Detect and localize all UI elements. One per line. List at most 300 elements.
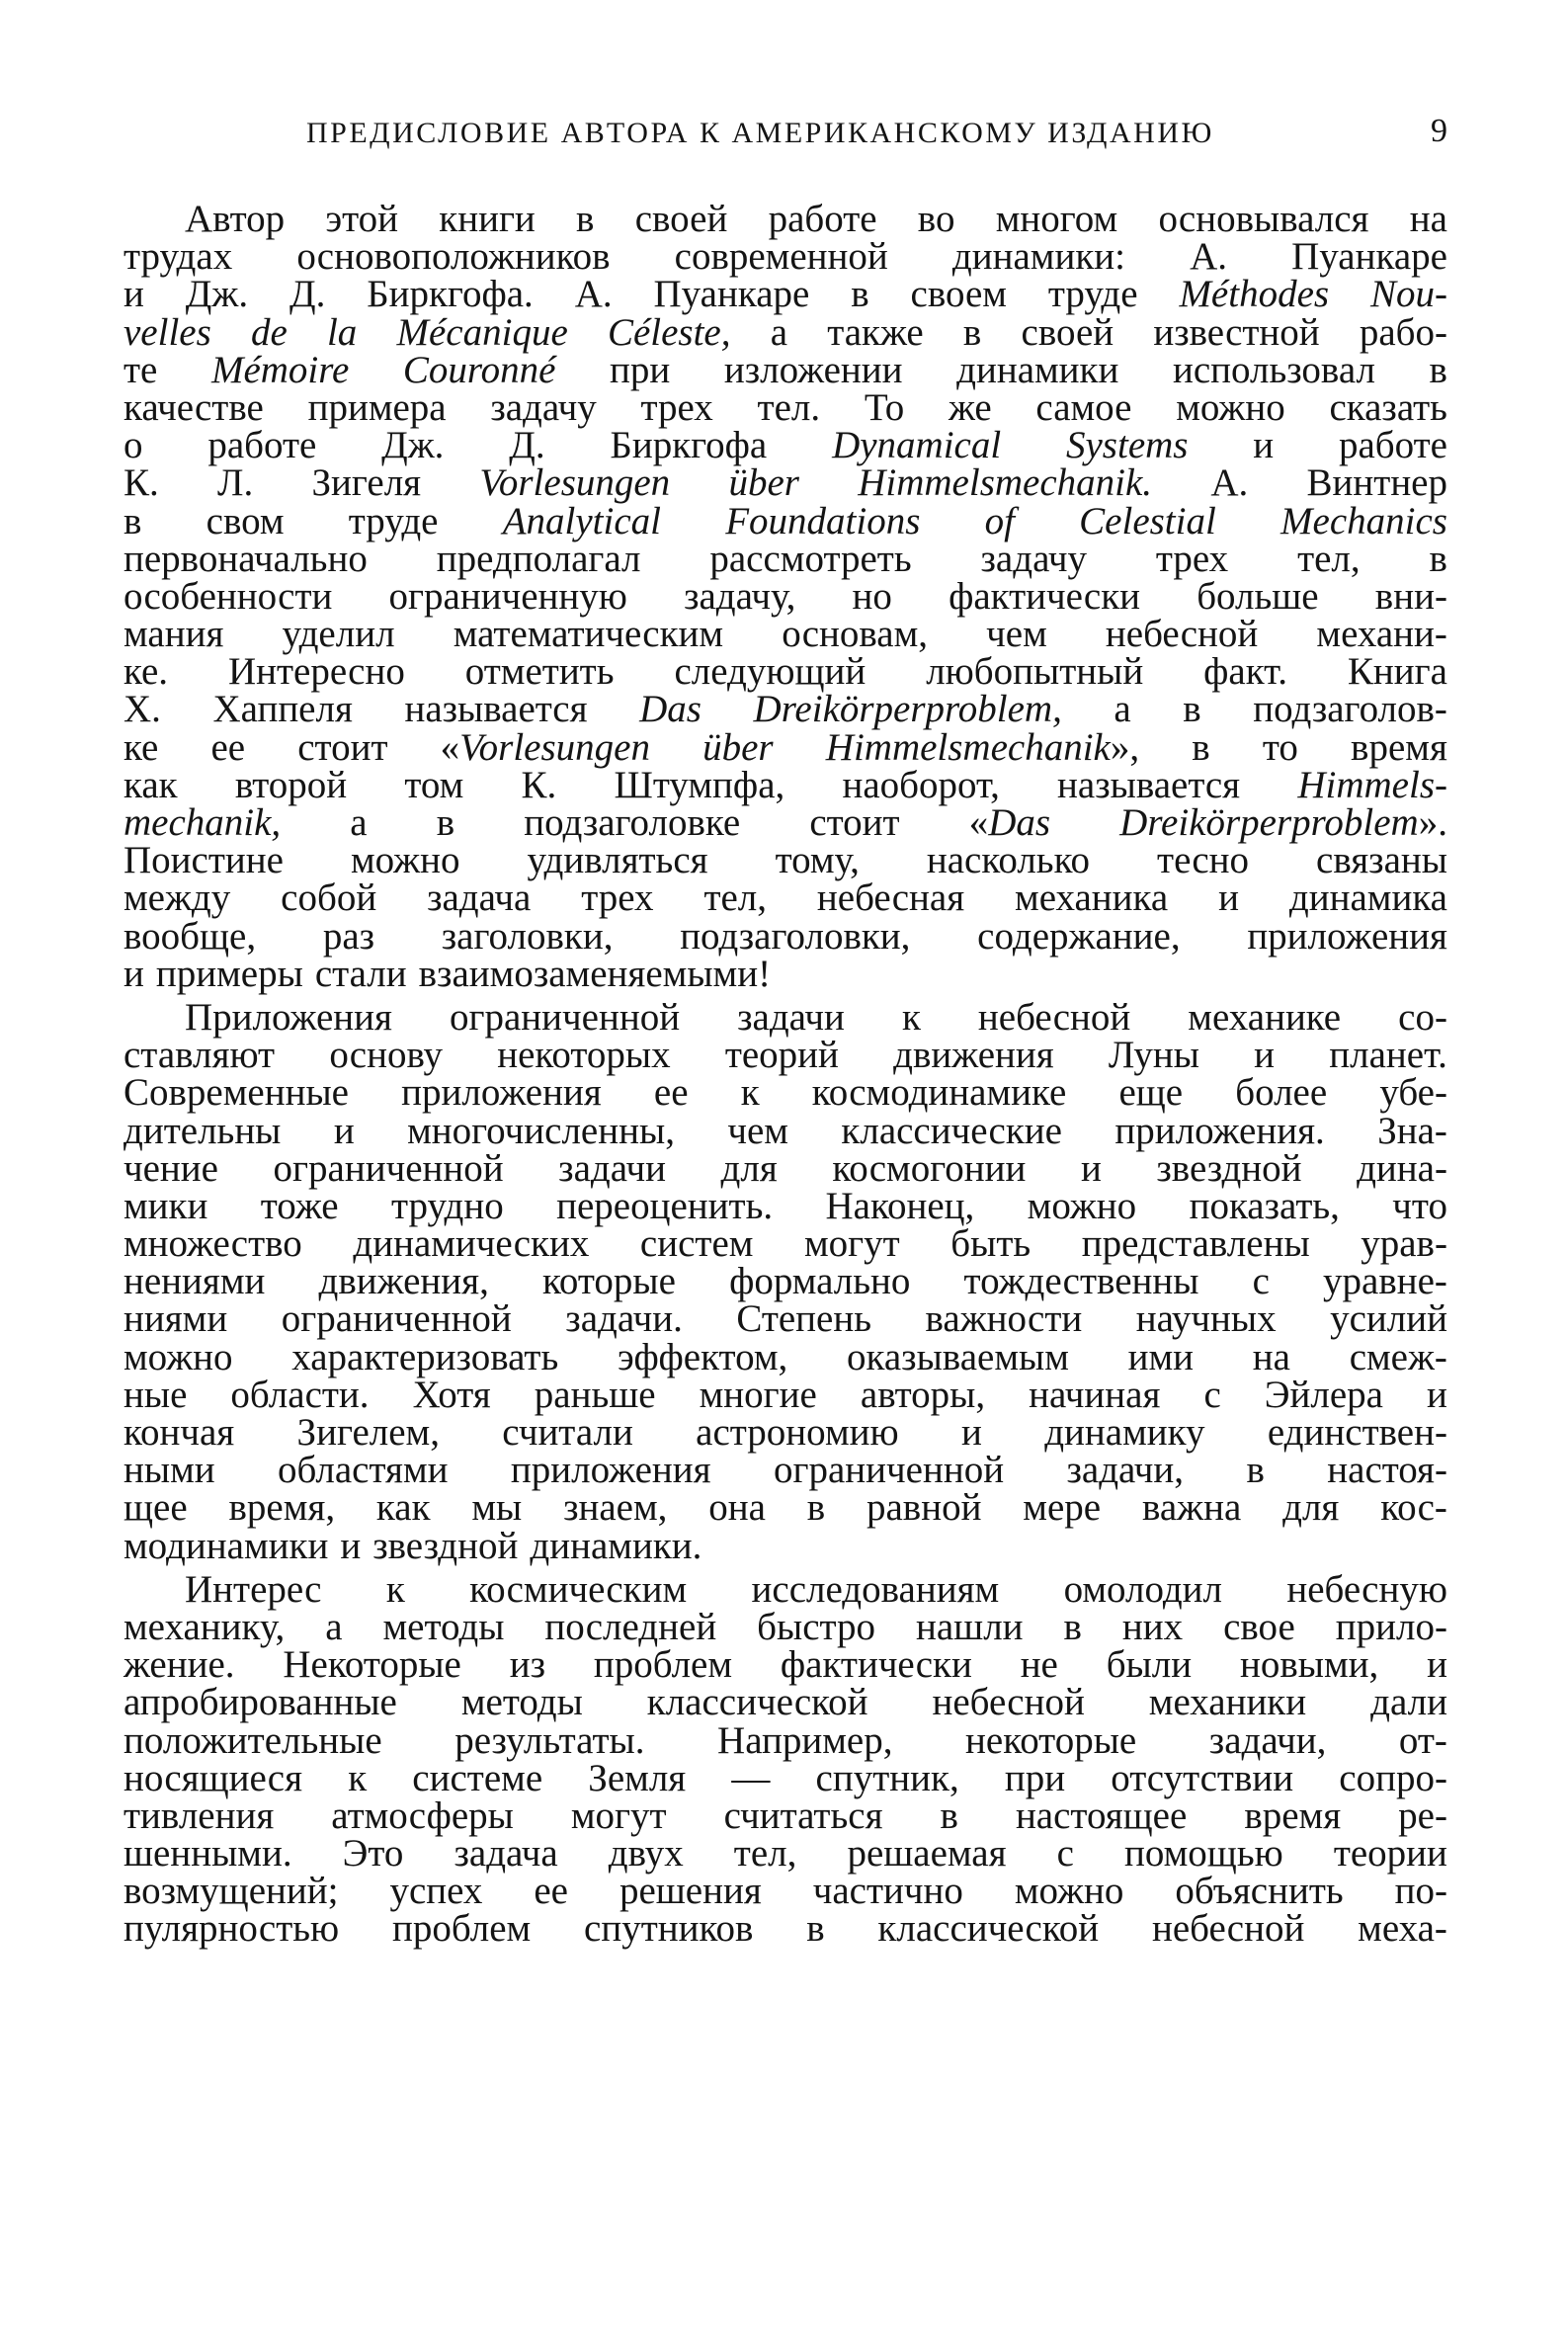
word: Das xyxy=(639,688,701,731)
word: в xyxy=(576,198,595,240)
word: приложения xyxy=(510,1449,711,1492)
word: планет. xyxy=(1329,1034,1447,1077)
word: любопытный xyxy=(926,650,1144,694)
text-line xyxy=(124,1373,1447,1416)
word: для xyxy=(720,1146,778,1190)
word: К. xyxy=(124,461,159,505)
word: небесной xyxy=(977,995,1131,1039)
word: Л. xyxy=(217,461,254,505)
word: задачу, xyxy=(684,574,796,618)
word: ре- xyxy=(1398,1793,1447,1837)
word: примера xyxy=(307,385,447,429)
word: динамики xyxy=(956,348,1119,391)
text-line xyxy=(124,688,1447,731)
word: многие xyxy=(699,1373,817,1416)
word: небесной xyxy=(932,1681,1085,1724)
word: Дж. xyxy=(185,273,249,316)
word: трех xyxy=(1155,537,1229,580)
word: динамических xyxy=(353,1222,590,1266)
word: между xyxy=(124,876,231,920)
word: больше xyxy=(1197,574,1319,618)
word: задачи. xyxy=(565,1297,683,1341)
word: двух xyxy=(608,1832,684,1876)
text-line xyxy=(124,537,1447,580)
word: ставляют xyxy=(124,1034,276,1077)
word: знаем, xyxy=(563,1486,668,1530)
word: механика xyxy=(1015,876,1169,920)
word: ке. xyxy=(124,650,169,694)
word: модинамики xyxy=(124,1524,329,1567)
running-title: ПРЕДИСЛОВИЕ АВТОРА К АМЕРИКАНСКОМУ ИЗДАНИЮ xyxy=(306,117,1214,149)
word: оказываемым xyxy=(847,1335,1069,1378)
word: Х. xyxy=(124,688,161,731)
word: Analytical xyxy=(502,499,661,542)
word: приложения xyxy=(401,1071,602,1115)
word: и xyxy=(124,273,144,316)
text-line xyxy=(124,499,1447,542)
word: ограниченную xyxy=(388,574,627,618)
text-line xyxy=(124,1643,1447,1687)
word: своей xyxy=(1021,310,1114,354)
word: были xyxy=(1106,1643,1193,1687)
paragraph xyxy=(124,995,1447,1567)
word: А. xyxy=(1190,235,1228,279)
word: Dreikörperproblem, xyxy=(753,688,1062,731)
word: космогонии xyxy=(832,1146,1027,1190)
word: в xyxy=(1063,1605,1082,1648)
word: мы xyxy=(471,1486,523,1530)
text-line xyxy=(124,574,1447,618)
word: на xyxy=(1252,1335,1290,1378)
word: мере xyxy=(1023,1486,1102,1530)
word: из xyxy=(509,1643,545,1687)
word: Foundations xyxy=(725,499,921,542)
word: в xyxy=(1183,688,1201,731)
word: при xyxy=(1004,1756,1066,1799)
word: не xyxy=(1020,1643,1058,1687)
word: со- xyxy=(1398,995,1447,1039)
word: на xyxy=(1409,198,1447,240)
book-page xyxy=(124,0,1447,2335)
word: über xyxy=(702,725,774,769)
word: области. xyxy=(230,1373,370,1416)
word: раз xyxy=(322,914,375,958)
word: Зигелем, xyxy=(296,1411,440,1454)
word: вни- xyxy=(1374,574,1447,618)
word: начиная xyxy=(1029,1373,1161,1416)
word: от- xyxy=(1398,1718,1447,1762)
text-line xyxy=(124,650,1447,694)
word: дительны xyxy=(124,1109,282,1152)
word: ограниченной xyxy=(449,995,681,1039)
paragraph xyxy=(124,1567,1447,1951)
word: в xyxy=(124,499,142,542)
word: небесной xyxy=(1105,613,1259,656)
word: предполагал xyxy=(436,537,641,580)
word: приложения. xyxy=(1114,1109,1325,1152)
word: усилий xyxy=(1330,1297,1447,1341)
word: механику, xyxy=(124,1605,286,1648)
word: характеризовать xyxy=(291,1335,559,1378)
word: пулярностью xyxy=(124,1907,340,1951)
word: эффектом, xyxy=(617,1335,788,1378)
word: отсутствии xyxy=(1111,1756,1294,1799)
word: можно xyxy=(350,839,460,882)
word: Биркгофа. xyxy=(367,273,534,316)
word: Пуанкаре xyxy=(653,273,810,316)
word: Mécanique xyxy=(396,310,568,354)
word: задачи xyxy=(737,995,845,1039)
word: движения xyxy=(893,1034,1054,1077)
word: velles xyxy=(124,310,211,354)
word: спутников xyxy=(584,1907,754,1951)
word: тождественны xyxy=(963,1260,1199,1303)
word: особенности xyxy=(124,574,333,618)
word: время xyxy=(1244,1793,1342,1837)
word: работе xyxy=(207,424,317,467)
word: труде xyxy=(1047,273,1138,316)
word: шенными. xyxy=(124,1832,292,1876)
word: Пуанкаре xyxy=(1291,235,1447,279)
word: во xyxy=(917,198,955,240)
word: следующий xyxy=(674,650,867,694)
word: Земля xyxy=(588,1756,687,1799)
word: системе xyxy=(412,1756,543,1799)
word: динамики: xyxy=(951,235,1125,279)
word: Штумпфа, xyxy=(614,763,785,806)
word: меха- xyxy=(1358,1907,1447,1951)
word: а xyxy=(350,801,368,844)
word: чем xyxy=(727,1109,788,1152)
word: можно xyxy=(124,1335,233,1378)
text-line xyxy=(124,1449,1447,1492)
word: механи- xyxy=(1316,613,1447,656)
word: частично xyxy=(812,1870,963,1913)
word: авторы, xyxy=(860,1373,986,1416)
word: Поистине xyxy=(124,839,284,882)
word: мики xyxy=(124,1184,208,1227)
word: кончая xyxy=(124,1411,235,1454)
word: тел, xyxy=(733,1832,797,1876)
word: механики xyxy=(1148,1681,1307,1724)
text-line xyxy=(124,1524,1447,1567)
word: представлены xyxy=(1081,1222,1310,1266)
word: динамику xyxy=(1044,1411,1205,1454)
word: заголовки, xyxy=(441,914,614,958)
word: равной xyxy=(867,1486,982,1530)
word: Хаппеля xyxy=(212,688,353,731)
word: изложении xyxy=(723,348,903,391)
word: Луны xyxy=(1108,1034,1199,1077)
word: основоположников xyxy=(296,235,611,279)
word: Д. xyxy=(509,424,545,467)
word: самое xyxy=(1035,385,1132,429)
word: сказать xyxy=(1329,385,1447,429)
word: время xyxy=(1351,725,1447,769)
word: апробированные xyxy=(124,1681,397,1724)
text-line xyxy=(124,725,1447,769)
page-number: 9 xyxy=(1431,113,1447,149)
text-line xyxy=(124,1756,1447,1799)
word: мания xyxy=(124,613,224,656)
word: с xyxy=(1252,1260,1270,1303)
word: über xyxy=(728,461,799,505)
word: математическим xyxy=(453,613,724,656)
word: тоже xyxy=(260,1184,339,1227)
word: удивляться xyxy=(527,839,708,882)
word: смеж- xyxy=(1349,1335,1447,1378)
word: ными xyxy=(124,1449,215,1492)
word: единствен- xyxy=(1267,1411,1447,1454)
word: Наконец, xyxy=(825,1184,975,1227)
word: ограниченной xyxy=(773,1449,1005,1492)
text-line xyxy=(124,801,1447,844)
word: с xyxy=(1203,1373,1221,1416)
body-text xyxy=(124,198,1447,1955)
word: трудно xyxy=(390,1184,504,1227)
word: могут xyxy=(804,1222,900,1266)
word: динамика xyxy=(1288,876,1447,920)
word: приложения xyxy=(1247,914,1447,958)
text-line xyxy=(124,1260,1447,1303)
word: Couronné xyxy=(402,348,556,391)
word: в xyxy=(806,1907,825,1951)
word: классической xyxy=(646,1681,868,1724)
text-line xyxy=(124,1832,1447,1876)
word: результаты. xyxy=(454,1718,645,1762)
word: вообще, xyxy=(124,914,257,958)
word: Некоторые xyxy=(283,1643,461,1687)
word: для xyxy=(1282,1486,1340,1530)
word: Биркгофа xyxy=(610,424,768,467)
word: атмосферы xyxy=(331,1793,514,1837)
word: и xyxy=(1427,1373,1447,1416)
word: Himmelsmechanik», xyxy=(825,725,1140,769)
word: связаны xyxy=(1316,839,1447,882)
word: первоначально xyxy=(124,537,368,580)
text-line xyxy=(124,613,1447,656)
word: задачи, xyxy=(1066,1449,1185,1492)
word: урав- xyxy=(1361,1222,1447,1266)
word: тел. xyxy=(757,385,821,429)
text-line xyxy=(124,1297,1447,1341)
word: ограниченной xyxy=(273,1146,504,1190)
text-line xyxy=(124,914,1447,958)
word: ке xyxy=(124,725,159,769)
text-line xyxy=(124,1870,1447,1913)
word: Systems xyxy=(1066,424,1189,467)
word: в xyxy=(806,1486,826,1530)
word: классической xyxy=(877,1907,1100,1951)
word: систем xyxy=(639,1222,754,1266)
word: Vorlesungen xyxy=(479,461,671,505)
word: трех xyxy=(581,876,654,920)
text-line xyxy=(124,1567,1447,1611)
word: и xyxy=(1080,1146,1102,1190)
word: можно xyxy=(1176,385,1285,429)
word: и xyxy=(1253,424,1275,467)
word: тому, xyxy=(775,839,860,882)
word: с xyxy=(1056,1832,1074,1876)
word: Nou- xyxy=(1369,273,1447,316)
word: Книга xyxy=(1347,650,1447,694)
word: называется xyxy=(1057,763,1241,806)
word: трех xyxy=(640,385,713,429)
word: теорий xyxy=(724,1034,839,1077)
word: ниями xyxy=(124,1297,228,1341)
word: динамики. xyxy=(530,1524,702,1567)
word: основу xyxy=(329,1034,444,1077)
running-head xyxy=(124,113,1447,156)
word: задачи xyxy=(558,1146,666,1190)
text-line xyxy=(124,1034,1447,1077)
text-line xyxy=(124,1071,1447,1115)
word: и xyxy=(1254,1034,1276,1077)
word: небесная xyxy=(816,876,965,920)
text-line xyxy=(124,461,1447,505)
word: тел, xyxy=(703,876,768,920)
text-line xyxy=(124,876,1447,920)
word: которые xyxy=(541,1260,676,1303)
word: те xyxy=(124,348,158,391)
word: трудах xyxy=(124,235,233,279)
word: насколько xyxy=(926,839,1091,882)
word: формально xyxy=(729,1260,911,1303)
word: чение xyxy=(124,1146,218,1190)
text-line xyxy=(124,310,1447,354)
word: омолодил xyxy=(1063,1567,1222,1611)
word: Автор xyxy=(185,198,286,240)
word: и xyxy=(340,1524,362,1567)
word: многом xyxy=(995,198,1118,240)
word: важна xyxy=(1141,1486,1242,1530)
word: уравне- xyxy=(1323,1260,1447,1303)
word: задача xyxy=(454,1832,558,1876)
word: фактически xyxy=(780,1643,972,1687)
word: методы xyxy=(460,1681,583,1724)
word: а xyxy=(1114,688,1131,731)
word: тел, xyxy=(1297,537,1361,580)
word: но xyxy=(852,574,892,618)
word: быть xyxy=(950,1222,1032,1266)
word: могут xyxy=(570,1793,667,1837)
word: раньше xyxy=(534,1373,656,1416)
word: в xyxy=(851,273,869,316)
word: к xyxy=(385,1567,405,1611)
word: же xyxy=(948,385,992,429)
word: стоит xyxy=(297,725,388,769)
word: взаимозаменяемыми! xyxy=(418,952,772,995)
word: Эйлера xyxy=(1264,1373,1383,1416)
word: она xyxy=(708,1486,766,1530)
word: Зигеля xyxy=(311,461,422,505)
word: успех xyxy=(389,1870,483,1913)
word: в xyxy=(940,1793,958,1837)
word: некоторых xyxy=(497,1034,671,1077)
word: дина- xyxy=(1357,1146,1447,1190)
word: щее xyxy=(124,1486,188,1530)
word: нашли xyxy=(916,1605,1024,1648)
word: фактически xyxy=(949,574,1141,618)
word: la xyxy=(326,310,358,354)
word: de xyxy=(250,310,288,354)
word: том xyxy=(404,763,464,806)
word: современной xyxy=(674,235,888,279)
word: более xyxy=(1235,1071,1328,1115)
word: Celestial xyxy=(1079,499,1216,542)
word: показать, xyxy=(1189,1184,1340,1227)
word: астрономию xyxy=(696,1411,899,1454)
word: свом xyxy=(206,499,285,542)
word: называется xyxy=(404,688,588,731)
word: работе xyxy=(1338,424,1447,467)
word: убе- xyxy=(1379,1071,1447,1115)
word: областями xyxy=(278,1449,449,1492)
word: проблем xyxy=(392,1907,532,1951)
text-line xyxy=(124,1335,1447,1378)
word: Винтнер xyxy=(1306,461,1447,505)
word: механике xyxy=(1188,995,1342,1039)
word: тесно xyxy=(1157,839,1250,882)
word: носящиеся xyxy=(124,1756,303,1799)
word: уделил xyxy=(282,613,395,656)
text-line xyxy=(124,235,1447,279)
word: Интерес xyxy=(185,1567,322,1611)
word: в xyxy=(962,310,982,354)
text-line xyxy=(124,1146,1447,1190)
word: А. xyxy=(1210,461,1249,505)
text-line xyxy=(124,1411,1447,1454)
word: методы xyxy=(382,1605,505,1648)
word: of xyxy=(984,499,1015,542)
word: то xyxy=(1262,725,1298,769)
word: в xyxy=(1246,1449,1265,1492)
word: своем xyxy=(910,273,1007,316)
word: рассмотреть xyxy=(709,537,912,580)
word: в xyxy=(1429,537,1447,580)
word: решаемая xyxy=(847,1832,1007,1876)
text-line xyxy=(124,1793,1447,1837)
text-line xyxy=(124,1109,1447,1152)
text-line xyxy=(124,1681,1447,1724)
word: Céleste, xyxy=(607,310,731,354)
word: Степень xyxy=(736,1297,872,1341)
word: и xyxy=(333,1109,355,1152)
word: использовал xyxy=(1172,348,1375,391)
word: еще xyxy=(1118,1071,1184,1115)
word: Хотя xyxy=(412,1373,491,1416)
word: множество xyxy=(124,1222,302,1266)
word: настоящее xyxy=(1015,1793,1188,1837)
paragraph xyxy=(124,198,1447,995)
word: космодинамике xyxy=(811,1071,1067,1115)
word: качестве xyxy=(124,385,264,429)
word: Méthodes xyxy=(1179,273,1330,316)
word: подзаголов- xyxy=(1253,688,1447,731)
word: Himmelsmechanik. xyxy=(858,461,1153,505)
word: ограниченной xyxy=(281,1297,512,1341)
word: и xyxy=(960,1411,982,1454)
text-line xyxy=(124,995,1447,1039)
word: тивления xyxy=(124,1793,275,1837)
word: Dreikörperproblem». xyxy=(1119,801,1447,844)
word: задачи, xyxy=(1208,1718,1327,1762)
text-line xyxy=(124,1486,1447,1530)
word: помощью xyxy=(1124,1832,1283,1876)
word: исследованиям xyxy=(751,1567,1000,1611)
word: к xyxy=(348,1756,368,1799)
word: факт. xyxy=(1203,650,1287,694)
